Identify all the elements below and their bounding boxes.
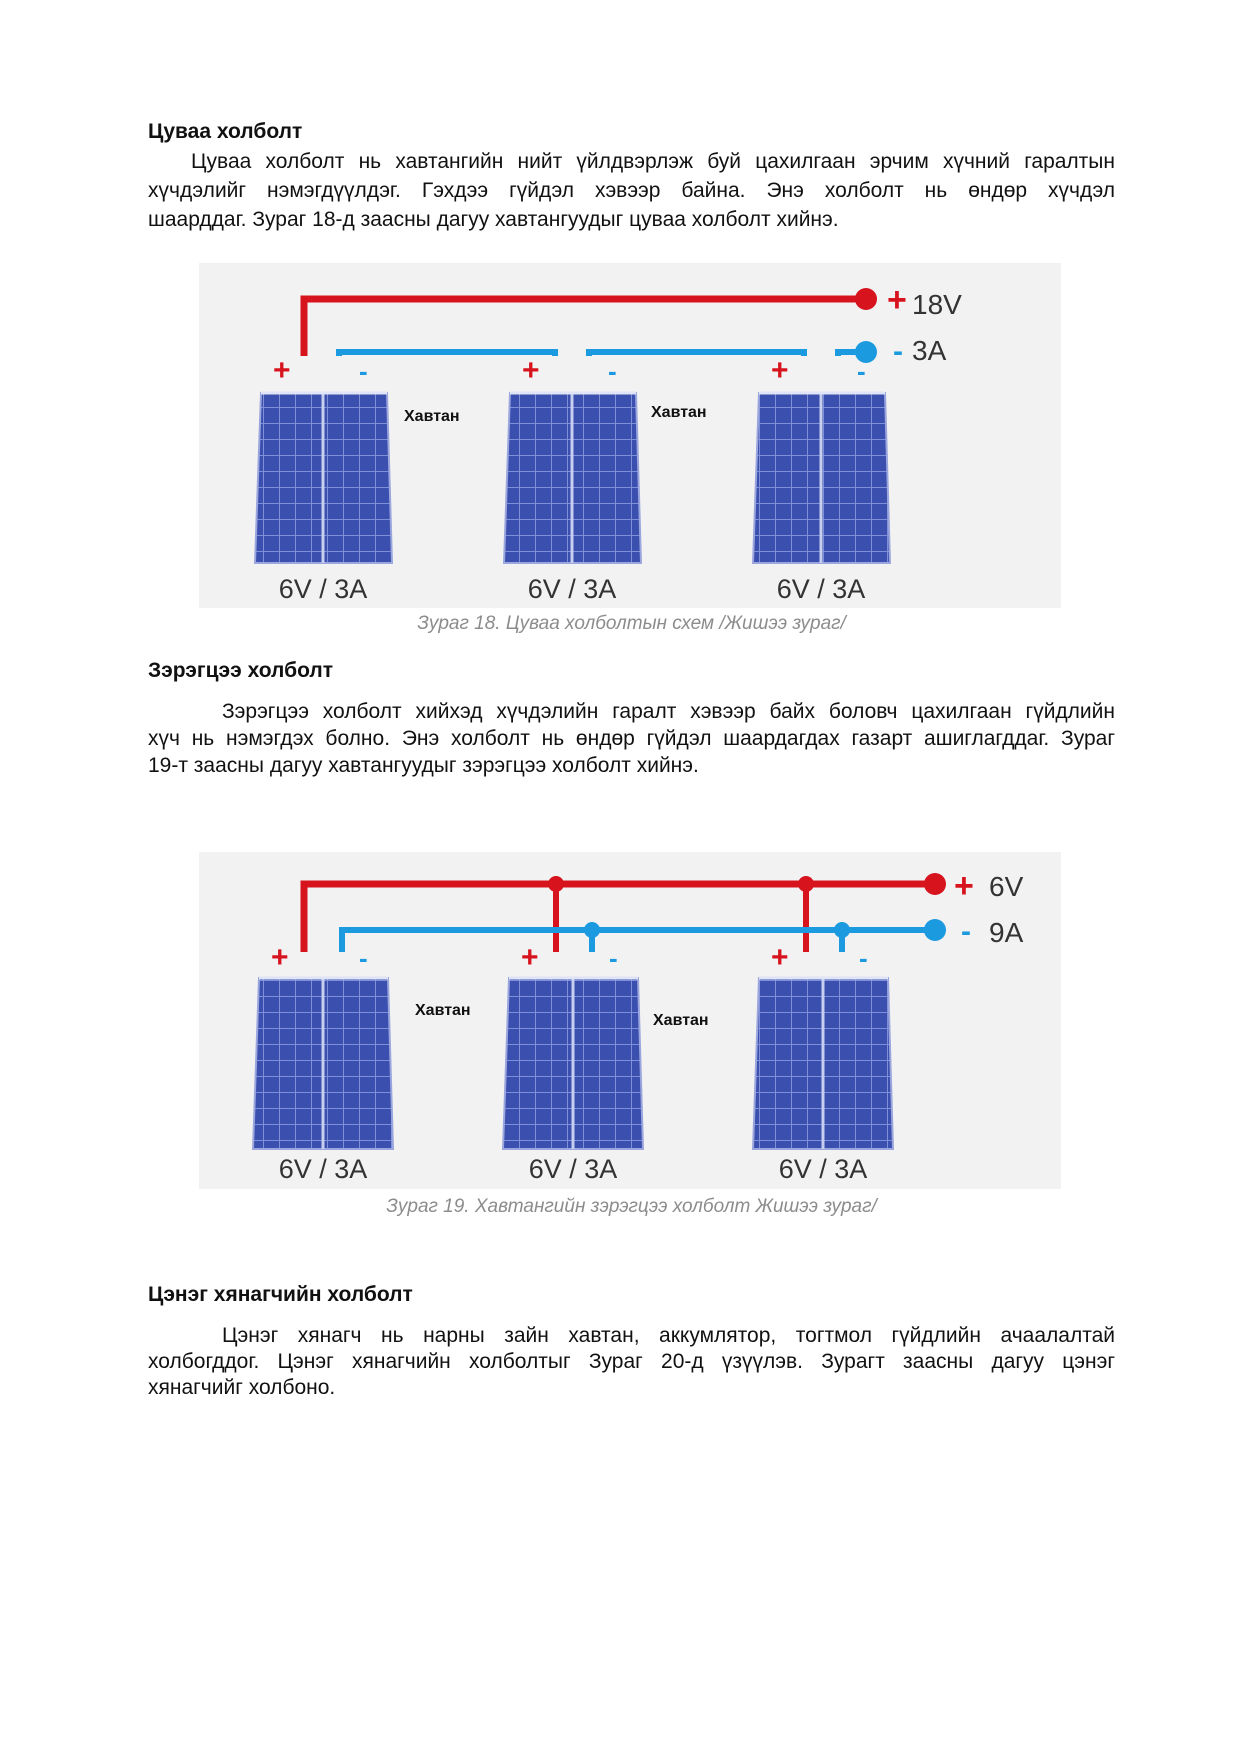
- solar-panel-2: [504, 354, 641, 604]
- panel-rating-label: 6V / 3A: [527, 574, 617, 604]
- figure-series-diagram: [199, 263, 1061, 608]
- paragraph-line: 19-т заасны дагуу хавтангуудыг зэрэгцээ холболт хийнэ.: [148, 754, 699, 777]
- positive-junction: [798, 876, 814, 892]
- panel-rating-label: 6V / 3A: [778, 1154, 868, 1184]
- panel-rating-label: 6V / 3A: [278, 1154, 368, 1184]
- output-voltage-label: 18V: [912, 289, 962, 320]
- positive-junction: [548, 876, 564, 892]
- positive-terminal: [924, 873, 946, 895]
- paragraph-line: Зэрэгцээ холболт хийхэд хүчдэлийн гаралт хэвээр байх боловч цахилгаан гүйдлийн: [222, 700, 1115, 723]
- panel-rating-label: 6V / 3A: [528, 1154, 618, 1184]
- panel-minus-sign: -: [359, 943, 368, 973]
- panel-rating-label: 6V / 3A: [278, 574, 368, 604]
- positive-terminal: [855, 288, 877, 310]
- output-plus-sign: +: [954, 867, 974, 905]
- section-heading-series: Цуваа холболт: [148, 120, 303, 143]
- panel-minus-sign: -: [857, 356, 866, 386]
- negative-junction: [584, 922, 600, 938]
- positive-wire: [304, 299, 866, 356]
- panel-name-label: Хавтан: [653, 1012, 709, 1029]
- output-minus-sign: -: [893, 335, 903, 368]
- panel-minus-sign: -: [859, 943, 868, 973]
- figure-18-caption: Зураг 18. Цуваа холболтын схем /Жишээ зураг/: [417, 613, 846, 634]
- negative-junction: [834, 922, 850, 938]
- output-current-label: 9A: [989, 917, 1024, 948]
- output-plus-sign: +: [887, 281, 907, 319]
- panel-plus-sign: +: [771, 941, 789, 974]
- panel-plus-sign: +: [521, 941, 539, 974]
- paragraph-line: хүч нь нэмэгдэх болно. Энэ холболт нь өндөр гүйдэл шаардагдах газарт ашиглагддаг. Зураг: [148, 727, 1115, 750]
- parallel-paragraph: [148, 698, 1115, 779]
- negative-terminal: [924, 919, 946, 941]
- paragraph-line: шаарддаг. Зураг 18-д заасны дагуу хавтангуудыг цуваа холболт хийнэ.: [148, 208, 839, 231]
- paragraph-line: хянагчийг холбоно.: [148, 1376, 336, 1399]
- panel-plus-sign: +: [522, 354, 540, 387]
- solar-panel-1: [253, 941, 393, 1184]
- figure-19-caption: Зураг 19. Хавтангийн зэрэгцээ холболт Жишээ зураг/: [386, 1196, 877, 1217]
- paragraph-line: Цэнэг хянагч нь нарны зайн хавтан, аккумлятор, тогтмол гүйдлийн ачаалалтай: [222, 1324, 1115, 1347]
- panel-name-label: Хавтан: [404, 408, 460, 425]
- series-diagram-svg: [199, 263, 1061, 608]
- panel-name-label: Хавтан: [651, 404, 707, 421]
- output-current-label: 3A: [912, 335, 947, 366]
- paragraph-line: Цуваа холболт нь хавтангийн нийт үйлдвэрлэж буй цахилгаан эрчим хүчний гаралтын: [191, 150, 1115, 173]
- charge-controller-paragraph: [148, 1323, 1115, 1401]
- panel-plus-sign: +: [273, 354, 291, 387]
- panel-rating-label: 6V / 3A: [776, 574, 866, 604]
- solar-panel-3: [753, 354, 890, 604]
- solar-panel-2: [503, 941, 643, 1184]
- panel-minus-sign: -: [608, 356, 617, 386]
- paragraph-line: хүчдэлийг нэмэгдүүлдэг. Гэхдээ гүйдэл хэвээр байна. Энэ холболт нь өндөр хүчдэл: [148, 179, 1115, 202]
- series-paragraph: [148, 147, 1115, 234]
- parallel-diagram-svg: [199, 852, 1061, 1189]
- solar-panel-3: [753, 941, 893, 1184]
- output-voltage-label: 6V: [989, 871, 1024, 902]
- section-heading-charge-controller: Цэнэг хянагчийн холболт: [148, 1283, 413, 1306]
- panel-minus-sign: -: [359, 356, 368, 386]
- paragraph-line: холбогддог. Цэнэг хянагчийн холболтыг Зураг 20-д үзүүлэв. Зурагт заасны дагуу цэнэг: [148, 1350, 1115, 1373]
- panel-plus-sign: +: [771, 354, 789, 387]
- solar-panel-1: [255, 354, 392, 604]
- section-heading-parallel: Зэрэгцээ холболт: [148, 659, 334, 682]
- panel-minus-sign: -: [609, 943, 618, 973]
- panel-name-label: Хавтан: [415, 1002, 471, 1019]
- output-minus-sign: -: [961, 915, 971, 948]
- panel-plus-sign: +: [271, 941, 289, 974]
- figure-parallel-diagram: [199, 852, 1061, 1189]
